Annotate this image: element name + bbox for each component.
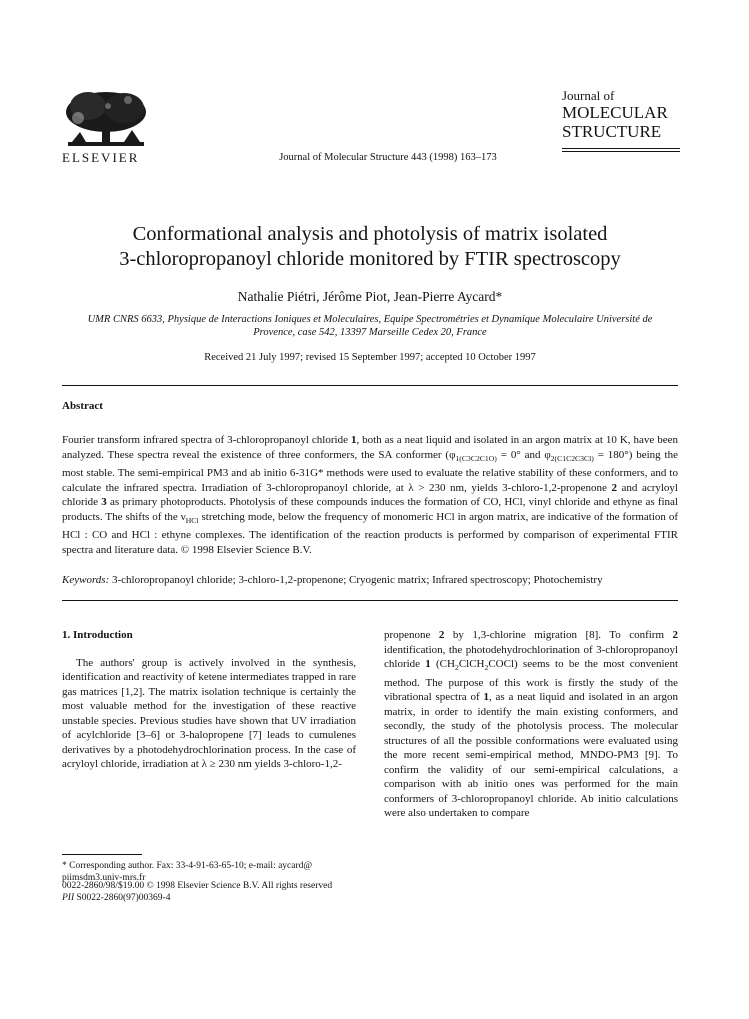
masthead-line-1: Journal of: [562, 88, 615, 103]
column-left: [62, 628, 356, 772]
article-title: [62, 222, 678, 272]
author-list: Nathalie Piétri, Jérôme Piot, Jean-Pierre Aycard*: [237, 289, 503, 304]
divider-bottom: [62, 600, 678, 601]
pii-line: [62, 892, 402, 904]
section-heading-introduction: 1. Introduction: [62, 629, 133, 641]
intro-paragraph-left: The authors' group is actively involved in the synthesis, identification and reactivity of ketene intermediates trapped in rare gas matrices [1,2]. The matrix isolation technique is certainly the most valuable method for the investigation of these reactive unstable species. Previous studies have shown that UV irradiation of acylchloride [3–6] or 3-halopropene [7] leads to cumulenes derivatives by a photodehydrochlorination process. In the case of acryloyl chloride, irradiation at λ ≥ 230 nm yields 3-chloro-1,2-: [62, 656, 356, 770]
journal-masthead: [562, 88, 680, 152]
keywords-label: Keywords:: [62, 574, 110, 586]
elsevier-tree-logo: [58, 88, 154, 150]
copyright-block: [62, 880, 402, 904]
received-dates: Received 21 July 1997; revised 15 September 1997; accepted 10 October 1997: [204, 352, 536, 363]
column-right: propenone 2 by 1,3-chlorine migration [8]. To confirm 2 identification, the photodehydrochlorination of 3-chloropropanoyl chloride 1 $(CH_2ClCH_2COCl)$ seems to be the most convenient method. The purpose of this work is firstly the study of the vibrational spectra of 1, as a neat liquid and isolated in an argon matrix, in order to identify the main existing conformers, and secondly, the study of the photolysis process. The molecular structures of all the possible conformations were evaluated using the more recent semi-empirical method, MNDO-PM3 [9]. To confirm the validity of our semi-empirical calculations, a comparison with ab initio ones was performed for the main conformers of 3-chloropropanoyl chloride. Ab initio calculations were also undertaken to compare: [384, 629, 678, 820]
masthead-rule: [562, 148, 680, 149]
publisher-name: ELSEVIER: [62, 150, 140, 165]
journal-citation: Journal of Molecular Structure 443 (1998) 163–173: [279, 152, 497, 163]
keywords-text: 3-chloropropanoyl chloride; 3-chloro-1,2-propenone; Cryogenic matrix; Infrared spectroscopy; Photochemistry: [109, 574, 603, 586]
masthead-line-2: MOLECULAR: [562, 103, 668, 122]
masthead-line-3: STRUCTURE: [562, 122, 662, 141]
masthead-rule-2: [562, 151, 680, 152]
corresponding-author-footnote: * Corresponding author. Fax: 33-4-91-63-65-10; e-mail: aycard@ piimsdm3.univ-mrs.fr: [62, 861, 313, 883]
title-line-1: Conformational analysis and photolysis of matrix isolated: [132, 223, 608, 245]
abstract-heading: Abstract: [62, 400, 103, 412]
pii-label: PII: [62, 893, 75, 903]
title-line-2: 3-chloropropanoyl chloride monitored by FTIR spectroscopy: [119, 248, 621, 270]
pii-value: S0022-2860(97)00369-4: [74, 893, 171, 903]
footnote-rule: [62, 854, 142, 855]
affiliation: UMR CNRS 6633, Physique de Interactions Ioniques et Moleculaires, Equipe Spectrométries et Dynamique Moleculaire Université de Provence, case 542, 13397 Marseille Cedex 20, France: [87, 314, 653, 338]
keywords: [62, 574, 678, 586]
divider-top: [62, 385, 678, 386]
copyright-line: 0022-2860/98/$19.00 © 1998 Elsevier Science B.V. All rights reserved: [62, 881, 333, 891]
abstract-text: Fourier transform infrared spectra of 3-chloropropanoyl chloride 1, both as a neat liquid and isolated in an argon matrix at 10 K, have been analyzed. These spectra reveal the existence of three conformers, the SA conformer ($\varphi_{1(C3C2C1O)} = 0^\circ$ and $\varphi_{2(C1C2C3Cl)} = 180^\circ$) being the most stable. The semi-empirical PM3 and ab initio 6-31G* methods were used to evaluate the relative stability of these conformers, and to calculate the infrared spectra. Irradiation of 3-chloropropanoyl chloride, at λ > 230 nm, yields 3-chloro-1,2-propenone 2 and acryloyl chloride 3 as primary photoproducts. Photolysis of these compounds induces the formation of CO, HCl, vinyl chloride and ethyne as final products. The shifts of the $\nu_{HCl}$ stretching mode, below the frequency of monomeric HCl in argon matrix, are indicative of the formation of HCl : CO and HCl : ethyne complexes. The identification of the reaction products is performed by comparison of experimental FTIR spectra and literature data. © 1998 Elsevier Science B.V.: [62, 434, 679, 556]
